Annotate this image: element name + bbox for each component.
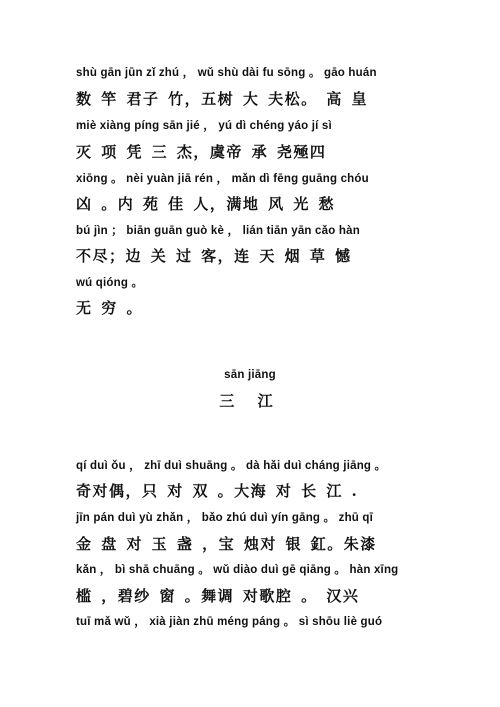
- hanzi-line-1: 数 竿 君子 竹，五树 大 夫松。 高 皇: [76, 90, 369, 108]
- pinyin-line-2: miè xiàng píng sān jié ， yú dì chéng yáo jí sì: [76, 120, 332, 132]
- hanzi-line-5: 无 穷 。: [76, 299, 143, 317]
- title-hanzi: 三 江: [219, 392, 281, 410]
- hanzi-line-4: 不尽；边 关 过 客，连 天 烟 草 憾: [76, 247, 352, 265]
- hanzi-line-6: 奇对偶，只 对 双 。大海 对 长 江 .: [76, 482, 359, 500]
- pinyin-line-5: wú qióng 。: [76, 277, 144, 289]
- pinyin-line-7: jīn pán duì yù zhǎn ， bǎo zhú duì yín gāng 。 zhū qī: [76, 512, 374, 524]
- pinyin-line-8: kǎn ， bì shā chuāng 。 wǔ diào duì gē qiāng 。 hàn xīng: [76, 564, 399, 576]
- pinyin-line-1: shù gān jūn zǐ zhú ， wǔ shù dài fu sōng 。 gāo huán: [76, 67, 377, 79]
- pinyin-line-9: tuī mǎ wǔ ， xià jiàn zhū méng páng 。 sì shōu liè guó: [76, 616, 383, 628]
- pinyin-line-4: bú jìn ； biān guān guò kè ， lián tiān yān cǎo hàn: [76, 225, 360, 237]
- title-pinyin: sān jiāng: [224, 369, 276, 381]
- pinyin-line-6: qí duì ǒu ， zhī duì shuāng 。 dà hǎi duì cháng jiāng 。: [76, 460, 387, 472]
- pinyin-line-3: xiōng 。 nèi yuàn jiā rén ， mǎn dì fēng guāng chóu: [76, 173, 369, 185]
- hanzi-line-8: 槛 ，碧纱 窗 。舞调 对歌腔 。 汉兴: [76, 587, 360, 605]
- hanzi-line-7: 金 盘 对 玉 盏 ，宝 烛对 银 釭。朱漆: [76, 535, 377, 553]
- hanzi-line-2: 灭 项 凭 三 杰，虞帝 承 尧殛四: [76, 143, 327, 161]
- hanzi-line-3: 凶 。内 苑 佳 人，满地 风 光 愁: [76, 195, 336, 213]
